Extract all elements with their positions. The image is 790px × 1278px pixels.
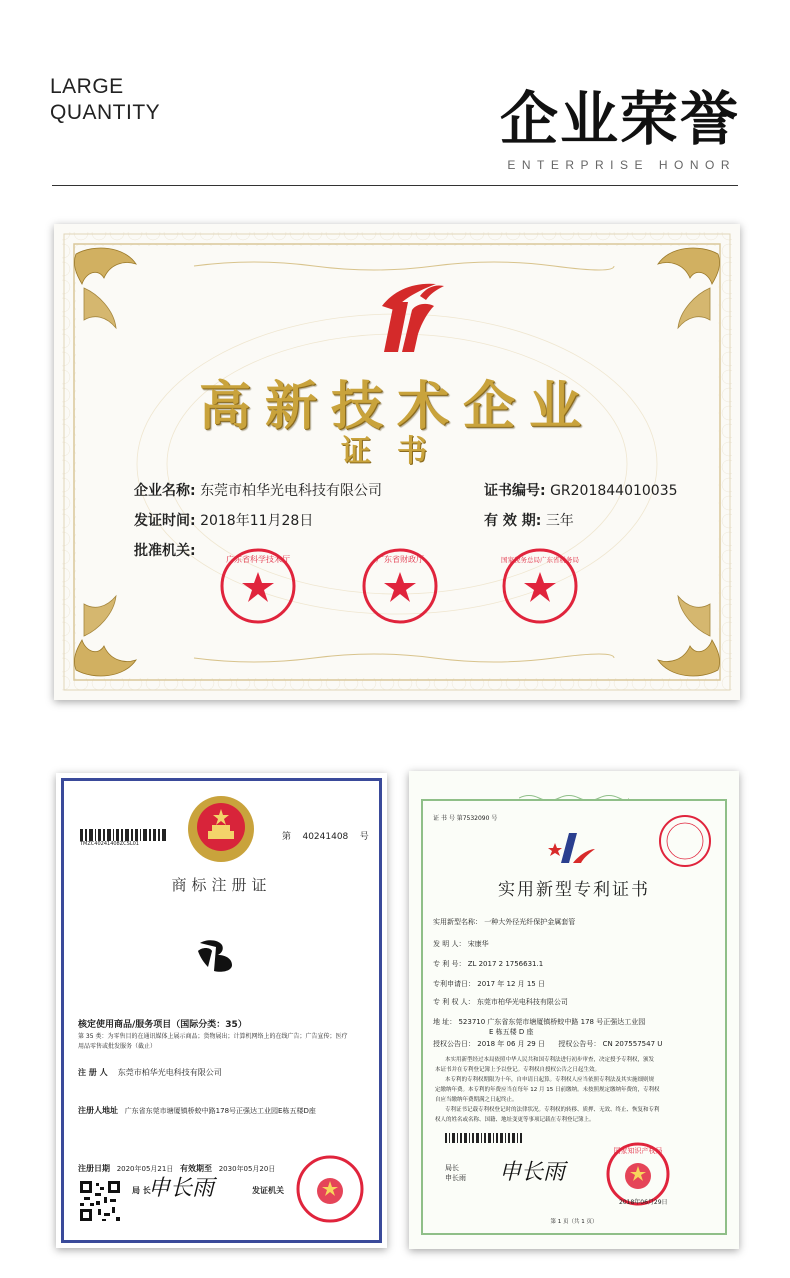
owner-value: 东莞市柏华光电科技有限公司 [476, 998, 568, 1006]
trademark-certificate [56, 773, 387, 1248]
grant-date-value: 2018 年 06 月 29 日 [477, 1040, 545, 1048]
trademark-number-value: 40241408 [302, 832, 349, 842]
valid-until-value: 2030年05月20日 [218, 1165, 276, 1173]
section-label-line2: QUANTITY [50, 101, 161, 124]
svg-text:国家税务总局广东省税务局: 国家税务总局广东省税务局 [501, 556, 579, 564]
patent-address-value-1: 523710 广东省东莞市塘厦镇桥蛟中路 178 号正强达工业园 [458, 1018, 646, 1026]
issuer-label: 发证机关 [252, 1186, 284, 1195]
trademark-number-label: 第 [282, 832, 292, 842]
patent-body-6: 专利证书记载专利权登记时的法律状况。专利权的转移、质押、无效、终止、恢复和专利 [445, 1107, 660, 1113]
filing-date-row [433, 979, 545, 989]
grant-row [433, 1039, 662, 1049]
patent-cert-no: 证 书 号 第7532090 号 [433, 815, 498, 822]
registrant-row [78, 1067, 222, 1078]
cert-no-row [484, 480, 678, 500]
brand-logo-icon [196, 937, 242, 973]
patent-body-3: 本专利的专利权期限为十年，自申请日起算。专利权人应当依照专利法及其实施细则规 [445, 1077, 655, 1083]
svg-text:广东省科学技术厅: 广东省科学技术厅 [226, 555, 290, 564]
svg-text:广东省财政厅: 广东省财政厅 [376, 555, 424, 564]
patent-address-value-2: E 栋五楼 D 座 [489, 1028, 534, 1036]
grant-no-value: CN 207557547 U [602, 1040, 663, 1048]
patent-barcode [445, 1133, 525, 1145]
section-label-line1: LARGE [50, 75, 124, 98]
issue-date-value: 2018年11月28日 [200, 513, 314, 529]
science-dept-seal [218, 546, 298, 626]
patent-name-value: 一种大外径光纤保护金属套管 [484, 918, 576, 926]
trademark-number [282, 829, 369, 842]
goods-heading: 核定使用商品/服务项目（国际分类：35） [78, 1020, 247, 1030]
address-row [78, 1105, 316, 1116]
registrant-label: 注 册 人 [78, 1068, 108, 1077]
header-divider [52, 185, 738, 186]
validity-value: 三年 [545, 513, 574, 529]
address-label: 注册人地址 [78, 1106, 118, 1115]
patent-director-name: 申长雨 [445, 1174, 466, 1182]
filing-date-label: 专利申请日： [433, 980, 475, 988]
patent-title: 实用新型专利证书 [498, 880, 650, 900]
qr-code-icon [78, 1179, 122, 1223]
trademark-barcode-caption: TMZC40241408ZCSL01 [80, 841, 139, 847]
page-title: 企业荣誉 [499, 85, 740, 153]
company-label: 企业名称: [134, 483, 196, 499]
inventor-value: 宋康华 [467, 940, 489, 948]
national-emblem-icon [184, 793, 258, 865]
grant-date-label: 授权公告日： [433, 1040, 475, 1048]
patent-no-label: 专 利 号： [433, 960, 466, 968]
trademark-office-seal [294, 1153, 366, 1225]
patent-no-row [433, 959, 543, 969]
tax-bureau-seal [500, 546, 580, 626]
validity-row [484, 510, 574, 530]
patent-body-5: 自应当缴纳年费期满之日起终止。 [435, 1097, 518, 1103]
issue-date-label: 发证时间: [134, 513, 196, 529]
owner-row [433, 997, 568, 1007]
ip-office-seal-text: 国家知识产权局 [613, 1147, 663, 1155]
patent-body-2: 本证书并在专利登记簿上予以登记。专利权自授权公告之日起生效。 [435, 1067, 601, 1073]
address-value: 广东省东莞市塘厦镇桥蛟中路178号正强达工业园E栋五楼D座 [124, 1107, 316, 1115]
authority-row [134, 540, 196, 560]
validity-label: 有 效 期: [484, 513, 542, 529]
patent-director-signature: 申长雨 [499, 1160, 566, 1185]
registrant-value: 东莞市柏华光电科技有限公司 [117, 1068, 222, 1077]
filing-date-value: 2017 年 12 月 15 日 [477, 980, 545, 988]
director-label: 局 长 [132, 1186, 151, 1195]
certificate-subtitle: 证书 [341, 434, 453, 469]
patent-certificate [409, 771, 739, 1249]
authority-label: 批准机关: [134, 543, 196, 559]
patent-name-label: 实用新型名称： [433, 918, 482, 926]
reg-date-value: 2020年05月21日 [116, 1165, 174, 1173]
patent-name-row [433, 917, 575, 927]
reg-date-label: 注册日期 [78, 1164, 110, 1173]
grant-no-label: 授权公告号： [558, 1040, 601, 1048]
page-subtitle: ENTERPRISE HONOR [507, 158, 736, 172]
section-label [50, 74, 160, 126]
director-signature: 申长雨 [148, 1176, 215, 1201]
patent-top-ornament [519, 793, 629, 803]
high-tech-certificate [54, 224, 740, 700]
owner-label: 专 利 权 人： [433, 998, 475, 1006]
patent-director-label: 局长 [445, 1164, 459, 1172]
company-value: 东莞市柏华光电科技有限公司 [200, 483, 383, 499]
finance-dept-seal [360, 546, 440, 626]
trademark-number-suffix: 号 [359, 832, 369, 842]
patent-seal-date: 2018年06月29日 [619, 1199, 668, 1206]
inventor-label: 发 明 人： [433, 940, 466, 948]
patent-page-number: 第 1 页（共 1 页） [550, 1219, 598, 1225]
patent-office-logo [547, 827, 597, 867]
company-row [134, 480, 382, 500]
trademark-title: 商标注册证 [171, 876, 272, 894]
certificate-title: 高新技术企业 [198, 377, 595, 437]
patent-body-1: 本实用新型经过本局依照中华人民共和国专利法进行初步审查，决定授予专利权，颁发 [445, 1057, 655, 1063]
patent-no-value: ZL 2017 2 1756631.1 [467, 960, 544, 968]
goods-text-2: 用品零售或批发服务（截止） [78, 1043, 157, 1050]
goods-text-1: 第 35 类：为零售目的在通讯媒体上展示商品；货物展出；计算机网络上的在线广告；广告宣传；医疗 [78, 1033, 348, 1040]
issue-date-row [134, 510, 313, 530]
cert-no-label: 证书编号: [484, 483, 546, 499]
patent-address-label: 地 址： [433, 1018, 457, 1026]
patent-body-7: 权人的姓名或名称、国籍、地址变更等事项记载在专利登记簿上。 [435, 1117, 595, 1123]
patent-address-row [433, 1017, 645, 1027]
inventor-row [433, 939, 489, 949]
patent-body-4: 定缴纳年费。本专利的年费应当在每年 12 月 15 日前缴纳。未按照规定缴纳年费的，专利权 [435, 1087, 660, 1093]
cert-no-value: GR201844010035 [550, 483, 678, 499]
valid-until-label: 有效期至 [180, 1164, 213, 1173]
patent-office-stamp [657, 813, 713, 869]
